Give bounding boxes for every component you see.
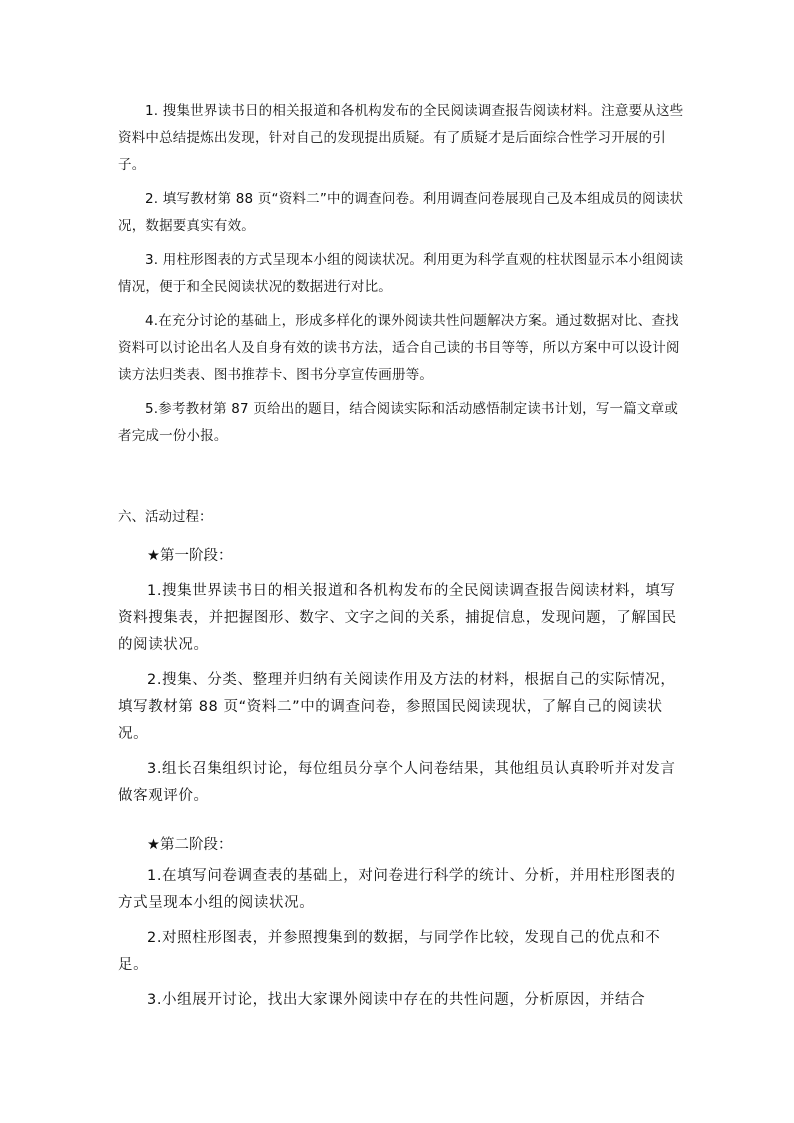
stage-two [118,832,688,1022]
stage-two-item-1: 1.在填写问卷调查表的基础上，对问卷进行科学的统计、分析，并用柱形图表的方式呈现本小组的阅读状况。 [118,868,676,911]
requirement-item-2: 2. 填写教材第 88 页“资料二”中的调查问卷。利用调查问卷展现自己及本组成员的阅读状况，数据要真实有效。 [118,191,684,234]
requirement-item-1: 1. 搜集世界读书日的相关报道和各机构发布的全民阅读调查报告阅读材料。注意要从这些资料中总结提炼出发现，针对自己的发现提出质疑。有了质疑才是后面综合性学习开展的引子。 [118,103,684,173]
stage-two-title: ★第二阶段： [147,837,233,853]
requirement-item-5: 5.参考教材第 87 页给出的题目，结合阅读实际和活动感悟制定读书计划，写一篇文章或者完成一份小报。 [118,401,679,444]
stage-one-item-3: 3.组长召集组织讨论，每位组员分享个人问卷结果，其他组员认真聆听并对发言做客观评价。 [118,761,676,804]
stage-one-item-1: 1.搜集世界读书日的相关报道和各机构发布的全民阅读调查报告阅读材料，填写资料搜集表，并把握图形、数字、文字之间的关系，捕捉信息，发现问题，了解国民的阅读状况。 [118,583,677,653]
requirement-item-4: 4.在充分讨论的基础上，形成多样化的课外阅读共性问题解决方案。通过数据对比、查找资料可以讨论出名人及自身有效的读书方法，适合自己读的书目等等，所以方案中可以设计阅读方法归类表、图书推荐卡、图书分享宣传画册等。 [118,313,680,383]
stage-one [118,543,688,818]
stage-one-title: ★第一阶段： [147,548,233,564]
requirements-list [118,98,688,457]
stage-two-item-2: 2.对照柱形图表，并参照搜集到的数据，与同学作比较，发现自己的优点和不足。 [118,930,661,973]
section-heading-activity-process: 六、活动过程： [118,509,213,525]
requirement-item-3: 3. 用柱形图表的方式呈现本小组的阅读状况。利用更为科学直观的柱状图显示本小组阅读情况，便于和全民阅读状况的数据进行对比。 [118,252,684,295]
stage-one-item-2: 2.搜集、分类、整理并归纳有关阅读作用及方法的材料，根据自己的实际情况，填写教材第 88 页“资料二”中的调查问卷，参照国民阅读现状，了解自己的阅读状况。 [118,672,676,742]
stage-two-item-3: 3.小组展开讨论，找出大家课外阅读中存在的共性问题，分析原因，并结合 [147,992,646,1008]
